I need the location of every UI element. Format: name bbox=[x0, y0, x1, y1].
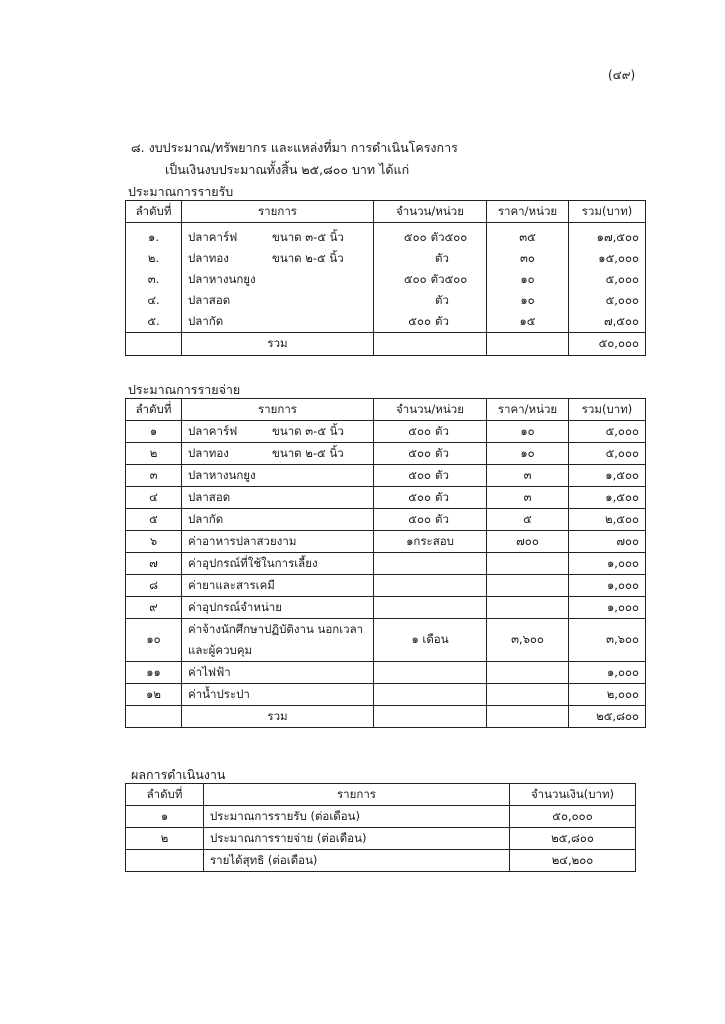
table-row bbox=[126, 828, 636, 850]
qty-value: ๕๐๐ bbox=[408, 467, 431, 482]
item-name: ปลากัด bbox=[188, 511, 224, 526]
item-name: ปลาสอด bbox=[188, 489, 231, 504]
qty-unit: ตัว๕๐๐ bbox=[430, 271, 468, 286]
row-item bbox=[182, 619, 374, 662]
row-total: ๑,๐๐๐ bbox=[569, 553, 646, 575]
item-name: ปลาคาร์ฟ bbox=[188, 423, 238, 438]
row-number: ๘ bbox=[126, 575, 182, 597]
table-row bbox=[126, 662, 646, 684]
row-price: ๗๐๐ bbox=[487, 531, 569, 553]
row-price: ๑๕ bbox=[487, 311, 569, 333]
expense-header-row bbox=[126, 399, 646, 421]
row-qty bbox=[374, 248, 487, 269]
table-row bbox=[126, 597, 646, 619]
row-number: ๕. bbox=[126, 311, 182, 333]
row-qty bbox=[374, 662, 487, 684]
item-name: ค่าอุปกรณ์จำหน่าย bbox=[188, 599, 282, 614]
income-table bbox=[125, 200, 646, 356]
row-price: ๓ bbox=[487, 487, 569, 509]
row-item bbox=[182, 443, 374, 465]
row-price bbox=[487, 553, 569, 575]
total-row bbox=[126, 706, 646, 728]
row-qty bbox=[374, 509, 487, 531]
row-number: ๑ bbox=[126, 421, 182, 443]
row-number bbox=[126, 333, 182, 356]
row-qty bbox=[374, 290, 487, 311]
row-qty bbox=[374, 553, 487, 575]
row-price bbox=[487, 662, 569, 684]
item-name: ค่าน้ำประปา bbox=[188, 686, 250, 701]
col-header-price: ราคา/หน่วย bbox=[487, 201, 569, 223]
col-header-no: ลำดับที่ bbox=[126, 784, 204, 806]
qty-value: ๕๐๐ bbox=[408, 313, 431, 328]
row-item bbox=[182, 575, 374, 597]
row-total: ๗๐๐ bbox=[569, 531, 646, 553]
row-item bbox=[182, 487, 374, 509]
row-total: ๑,๕๐๐ bbox=[569, 487, 646, 509]
row-total: ๕,๐๐๐ bbox=[569, 290, 646, 311]
row-number: ๗ bbox=[126, 553, 182, 575]
item-name: ปลากัด bbox=[188, 313, 224, 328]
qty-value: ๑กระสอบ bbox=[406, 533, 454, 548]
row-item bbox=[182, 509, 374, 531]
col-header-item: รายการ bbox=[204, 784, 510, 806]
qty-unit: ตัว bbox=[435, 250, 449, 265]
row-amount: ๒๕,๘๐๐ bbox=[510, 828, 636, 850]
row-number: ๑. bbox=[126, 223, 182, 249]
item-name: ปลาสอด bbox=[188, 292, 231, 307]
row-qty bbox=[374, 575, 487, 597]
table-row bbox=[126, 575, 646, 597]
row-qty bbox=[374, 487, 487, 509]
row-total: ๒,๐๐๐ bbox=[569, 684, 646, 706]
row-total: ๕,๐๐๐ bbox=[569, 269, 646, 290]
table-row bbox=[126, 421, 646, 443]
row-qty bbox=[374, 421, 487, 443]
col-header-qty: จำนวน/หน่วย bbox=[374, 201, 487, 223]
qty-value: ๕๐๐ bbox=[408, 423, 431, 438]
row-total: ๑,๕๐๐ bbox=[569, 465, 646, 487]
row-qty bbox=[374, 311, 487, 333]
row-price: ๑๐ bbox=[487, 443, 569, 465]
col-header-amount: จำนวนเงิน(บาท) bbox=[510, 784, 636, 806]
row-item bbox=[182, 465, 374, 487]
row-item bbox=[182, 223, 374, 249]
qty-value: ๕๐๐ bbox=[403, 229, 427, 244]
col-header-no: ลำดับที่ bbox=[126, 399, 182, 421]
row-total: ๕,๐๐๐ bbox=[569, 443, 646, 465]
item-name: ปลาคาร์ฟ bbox=[188, 229, 238, 244]
row-item bbox=[182, 269, 374, 290]
row-total: ๑,๐๐๐ bbox=[569, 662, 646, 684]
row-total: ๑๕,๐๐๐ bbox=[569, 248, 646, 269]
row-item bbox=[182, 553, 374, 575]
qty-value: ๑ เดือน bbox=[411, 632, 449, 646]
row-qty bbox=[374, 465, 487, 487]
row-price: ๓ bbox=[487, 465, 569, 487]
row-number: ๙ bbox=[126, 597, 182, 619]
item-name: ปลาหางนกยูง bbox=[188, 467, 256, 482]
row-qty bbox=[374, 706, 487, 728]
row-number: ๓ bbox=[126, 465, 182, 487]
result-title: ผลการดำเนินงาน bbox=[131, 767, 226, 782]
section-heading: ๘. งบประมาณ/ทรัพยากร และแหล่งที่มา การดำเนินโครงการ bbox=[131, 140, 458, 155]
table-row bbox=[126, 850, 636, 872]
qty-unit: ตัว bbox=[435, 511, 449, 526]
row-total: ๕,๐๐๐ bbox=[569, 421, 646, 443]
item-name: ค่าอาหารปลาสวยงาม bbox=[188, 533, 297, 548]
row-number: ๑ bbox=[126, 806, 204, 828]
expense-table bbox=[125, 398, 646, 728]
qty-unit: ตัว bbox=[435, 489, 449, 504]
item-size: ขนาด ๓-๕ นิ้ว bbox=[272, 423, 344, 438]
table-row bbox=[126, 269, 646, 290]
item-name: ปลาหางนกยูง bbox=[188, 271, 256, 286]
row-qty bbox=[374, 619, 487, 662]
row-price: ๓๕ bbox=[487, 223, 569, 249]
qty-unit: ตัว bbox=[435, 313, 449, 328]
row-number: ๑๐ bbox=[126, 619, 182, 662]
table-row bbox=[126, 248, 646, 269]
qty-unit: ตัว bbox=[435, 467, 449, 482]
row-item bbox=[182, 311, 374, 333]
row-price: ๑๐ bbox=[487, 421, 569, 443]
table-row bbox=[126, 443, 646, 465]
col-header-no: ลำดับที่ bbox=[126, 201, 182, 223]
row-item bbox=[182, 248, 374, 269]
col-header-item: รายการ bbox=[182, 399, 374, 421]
row-number: ๓. bbox=[126, 269, 182, 290]
result-table bbox=[125, 783, 636, 872]
col-header-item: รายการ bbox=[182, 201, 374, 223]
row-qty bbox=[374, 333, 487, 356]
row-qty bbox=[374, 443, 487, 465]
row-amount: ๒๔,๒๐๐ bbox=[510, 850, 636, 872]
total-label: รวม bbox=[182, 706, 374, 728]
income-title: ประมาณการรายรับ bbox=[128, 184, 234, 199]
row-price bbox=[487, 333, 569, 356]
item-size: ขนาด ๓-๕ นิ้ว bbox=[272, 229, 344, 244]
total-row bbox=[126, 333, 646, 356]
row-price bbox=[487, 706, 569, 728]
total-value: ๕๐,๐๐๐ bbox=[569, 333, 646, 356]
row-item bbox=[182, 421, 374, 443]
qty-unit: ตัว bbox=[435, 423, 449, 438]
row-qty bbox=[374, 269, 487, 290]
item-name: ค่าจ้างนักศึกษาปฏิบัติงาน นอกเวลาและผู้ควบคุม bbox=[188, 622, 364, 657]
item-name: ปลาทอง bbox=[188, 250, 229, 265]
row-number: ๑๒ bbox=[126, 684, 182, 706]
row-number: ๒. bbox=[126, 248, 182, 269]
row-price: ๑๐ bbox=[487, 290, 569, 311]
row-amount: ๕๐,๐๐๐ bbox=[510, 806, 636, 828]
row-price: ๓,๖๐๐ bbox=[487, 619, 569, 662]
row-total: ๗,๕๐๐ bbox=[569, 311, 646, 333]
row-price: ๓๐ bbox=[487, 248, 569, 269]
page-number: (๔๙) bbox=[608, 68, 636, 82]
budget-summary-line: เป็นเงินงบประมาณทั้งสิ้น ๒๕,๘๐๐ บาท ได้แก่ bbox=[165, 162, 410, 177]
result-header-row bbox=[126, 784, 636, 806]
row-number bbox=[126, 706, 182, 728]
row-item bbox=[182, 290, 374, 311]
income-header-row bbox=[126, 201, 646, 223]
row-item bbox=[182, 684, 374, 706]
row-number: ๒ bbox=[126, 828, 204, 850]
qty-value: ๕๐๐ bbox=[403, 271, 427, 286]
expense-title: ประมาณการรายจ่าย bbox=[128, 382, 241, 397]
total-value: ๒๕,๘๐๐ bbox=[569, 706, 646, 728]
row-total: ๑,๐๐๐ bbox=[569, 575, 646, 597]
row-item: ประมาณการรายจ่าย (ต่อเดือน) bbox=[204, 828, 510, 850]
row-qty bbox=[374, 531, 487, 553]
col-header-qty: จำนวน/หน่วย bbox=[374, 399, 487, 421]
table-row bbox=[126, 619, 646, 662]
table-row bbox=[126, 553, 646, 575]
row-qty bbox=[374, 223, 487, 249]
qty-unit: ตัว bbox=[435, 445, 449, 460]
col-header-total: รวม(บาท) bbox=[569, 399, 646, 421]
row-total: ๑๗,๕๐๐ bbox=[569, 223, 646, 249]
table-row bbox=[126, 223, 646, 249]
table-row bbox=[126, 684, 646, 706]
item-size: ขนาด ๒-๕ นิ้ว bbox=[272, 250, 344, 265]
row-item bbox=[182, 531, 374, 553]
row-item: รายได้สุทธิ (ต่อเดือน) bbox=[204, 850, 510, 872]
row-price bbox=[487, 597, 569, 619]
row-total: ๑,๐๐๐ bbox=[569, 597, 646, 619]
row-total: ๓,๖๐๐ bbox=[569, 619, 646, 662]
row-number: ๔ bbox=[126, 487, 182, 509]
row-price: ๑๐ bbox=[487, 269, 569, 290]
table-row bbox=[126, 509, 646, 531]
row-price bbox=[487, 575, 569, 597]
qty-unit: ตัว bbox=[435, 292, 449, 307]
qty-value: ๕๐๐ bbox=[408, 511, 431, 526]
table-row bbox=[126, 531, 646, 553]
row-number: ๑๑ bbox=[126, 662, 182, 684]
qty-unit: ตัว๕๐๐ bbox=[430, 229, 468, 244]
col-header-price: ราคา/หน่วย bbox=[487, 399, 569, 421]
table-row bbox=[126, 806, 636, 828]
table-row bbox=[126, 290, 646, 311]
row-item bbox=[182, 662, 374, 684]
item-size: ขนาด ๒-๕ นิ้ว bbox=[272, 445, 344, 460]
total-label: รวม bbox=[182, 333, 374, 356]
row-number: ๒ bbox=[126, 443, 182, 465]
row-number: ๕ bbox=[126, 509, 182, 531]
row-item: ประมาณการรายรับ (ต่อเดือน) bbox=[204, 806, 510, 828]
row-price: ๕ bbox=[487, 509, 569, 531]
row-number bbox=[126, 850, 204, 872]
item-name: ค่าไฟฟ้า bbox=[188, 664, 231, 679]
row-price bbox=[487, 684, 569, 706]
qty-value: ๕๐๐ bbox=[408, 489, 431, 504]
col-header-total: รวม(บาท) bbox=[569, 201, 646, 223]
row-total: ๒,๕๐๐ bbox=[569, 509, 646, 531]
table-row bbox=[126, 487, 646, 509]
qty-value: ๕๐๐ bbox=[408, 445, 431, 460]
table-row bbox=[126, 311, 646, 333]
row-number: ๖ bbox=[126, 531, 182, 553]
table-row bbox=[126, 465, 646, 487]
item-name: ค่ายาและสารเคมี bbox=[188, 577, 275, 592]
item-name: ค่าอุปกรณ์ที่ใช้ในการเลี้ยง bbox=[188, 555, 318, 570]
row-qty bbox=[374, 684, 487, 706]
row-item bbox=[182, 597, 374, 619]
row-qty bbox=[374, 597, 487, 619]
row-number: ๔. bbox=[126, 290, 182, 311]
item-name: ปลาทอง bbox=[188, 445, 229, 460]
